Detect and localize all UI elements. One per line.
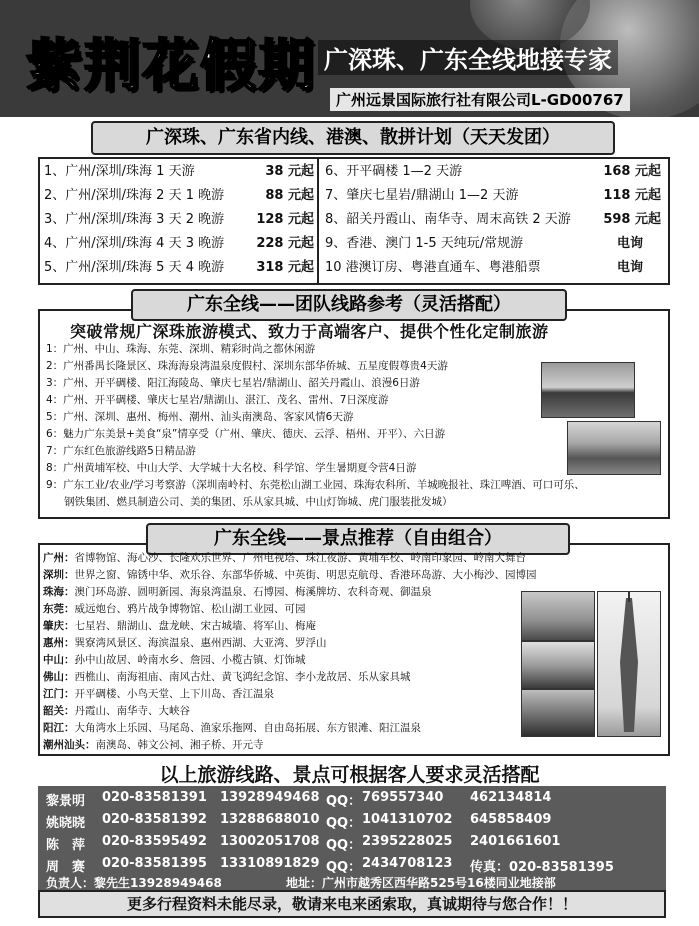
tour-row: [325, 233, 661, 255]
slogan: 广深珠、广东全线地接专家: [318, 40, 618, 75]
qq-label: QQ：: [326, 816, 362, 831]
group-route-item: 6：魅力广东美景+美食“泉”情享受（广州、肇庆、德庆、云浮、梧州、开平）、六日游: [46, 428, 446, 440]
section4-title: 以上旅游线路、景点可根据客人要求灵活搭配: [159, 764, 540, 786]
tour-row: [44, 161, 314, 183]
contact-qq[interactable]: 645858409: [470, 812, 552, 827]
tour-row: [44, 185, 314, 207]
contact-qq[interactable]: 769557340: [362, 790, 444, 805]
contact-panel: [38, 786, 666, 890]
mountain-photo: [521, 641, 595, 689]
tour-name: 3、广州/深圳/珠海 3 天 2 晚游: [44, 212, 225, 227]
group-route-item: 2：广州番禺长隆景区、珠海海泉湾温泉度假村、深圳东部华侨城、五星度假尊贵4天游: [46, 360, 448, 372]
office-address: 地址：广州市越秀区西华路525号16楼同业地接部: [286, 876, 556, 890]
attraction-row: [43, 635, 327, 651]
qq-label: QQ：: [326, 794, 362, 809]
brand-title: 紫荆花假期: [26, 34, 316, 99]
section2-title: 广东全线——团队线路参考（灵活搭配）: [131, 289, 567, 321]
manager-contact: 负责人：黎先生13928949468: [46, 876, 222, 890]
tour-price: 228 元起: [256, 236, 314, 251]
attraction-list: 世界之窗、锦锈中华、欢乐谷、东部华侨城、中英街、明思克航母、香港环岛游、大小梅沙、园博园: [74, 569, 537, 581]
attraction-row: [43, 584, 432, 600]
qq-label: QQ：: [326, 860, 362, 875]
harbor-photo: [541, 362, 635, 418]
group-route-item: 5：广州、深圳、惠州、梅州、潮州、汕头南澳岛、客家风情6天游: [46, 411, 354, 423]
attraction-list: 澳门环岛游、圆明新园、海泉湾温泉、石博园、梅溪牌坊、农科奇观、御温泉: [74, 586, 432, 598]
group-route-item: 3：广州、开平碉楼、阳江海陵岛、肇庆七星岩/鼎湖山、韶关丹霞山、浪漫6日游: [46, 377, 420, 389]
tour-name: 4、广州/深圳/珠海 4 天 3 晚游: [44, 236, 225, 251]
fax-number[interactable]: 传真：020-83581395: [470, 860, 614, 875]
city-label: 深圳：: [43, 569, 75, 581]
contact-name: 陈 萍: [46, 838, 86, 853]
tour-price: 118 元起: [603, 188, 661, 203]
city-label: 潮州汕头：: [43, 739, 96, 751]
company-name: 广州远景国际旅行社有限公司L-GD00767: [330, 88, 630, 111]
tour-row: [44, 257, 314, 279]
qq-label: QQ：: [326, 838, 362, 853]
contact-mobile[interactable]: 13288688010: [220, 812, 320, 827]
group-route-item: 钢铁集团、燃具制造公司、美的集团、乐从家具城、中山灯饰城、虎门服装批发城）: [64, 496, 453, 508]
contact-name: 周 赛: [46, 860, 86, 875]
attraction-row: [43, 550, 526, 566]
section1-title: 广深珠、广东省内线、港澳、散拼计划（天天发团）: [91, 121, 615, 155]
contact-phone[interactable]: 020-83581391: [102, 790, 207, 805]
attraction-list: 孙中山故居、岭南水乡、詹园、小榄古镇、灯饰城: [74, 654, 306, 666]
footer-banner: 更多行程资料未能尽录，敬请来电来函索取，真诚期待与您合作！！: [38, 890, 666, 918]
city-label: 佛山：: [43, 671, 75, 683]
attraction-list: 丹霞山、南华寺、大峡谷: [74, 705, 190, 717]
city-label: 珠海：: [43, 586, 75, 598]
tour-row: [325, 209, 661, 231]
contact-phone[interactable]: 020-83595492: [102, 834, 207, 849]
tour-price: 598 元起: [603, 212, 661, 227]
tour-row: [325, 161, 661, 183]
attraction-list: 南澳岛、韩文公祠、湘子桥、开元寺: [95, 739, 264, 751]
contact-mobile[interactable]: 13310891829: [220, 856, 320, 871]
group-route-item: 1：广州、中山、珠海、东莞、深圳、精彩时尚之都休闲游: [46, 343, 316, 355]
city-label: 中山：: [43, 654, 75, 666]
group-route-item: 8：广州黄埔军校、中山大学、大学城十大名校、科学馆、学生暑期夏令营4日游: [46, 462, 417, 474]
tour-price: 168 元起: [603, 164, 661, 179]
tour-price: 128 元起: [256, 212, 314, 227]
attraction-row: [43, 720, 421, 736]
attraction-row: [43, 567, 537, 583]
group-route-item: 9：广东工业/农业/学习考察游（深圳南岭村、东莞松山湖工业园、珠海农科所、羊城晚报社、珠江啤酒、可口可乐、: [46, 479, 585, 491]
landmark-photo: [521, 591, 595, 641]
attraction-list: 西樵山、南海祖庙、南风古灶、黄飞鸿纪念馆、李小龙故居、乐从家具城: [74, 671, 411, 683]
contact-phone[interactable]: 020-83581392: [102, 812, 207, 827]
city-label: 惠州：: [43, 637, 75, 649]
section3-title: 广东全线——景点推荐（自由组合）: [146, 523, 570, 555]
group-route-item: 7：广东红色旅游线路5日精品游: [46, 445, 196, 457]
tour-name: 5、广州/深圳/珠海 5 天 4 晚游: [44, 260, 225, 275]
canyon-photo: [521, 689, 595, 737]
contact-mobile[interactable]: 13928949468: [220, 790, 320, 805]
attraction-list: 巽寮湾风景区、海滨温泉、惠州西湖、大亚湾、罗浮山: [74, 637, 327, 649]
attraction-row: [43, 601, 306, 617]
tv-tower-photo: [597, 591, 661, 737]
attraction-row: [43, 686, 274, 702]
contact-phone[interactable]: 020-83581395: [102, 856, 207, 871]
tour-name: 2、广州/深圳/珠海 2 天 1 晚游: [44, 188, 225, 203]
contact-qq[interactable]: 2434708123: [362, 856, 453, 871]
scheduled-tours-box: [38, 157, 670, 285]
city-label: 韶关：: [43, 705, 75, 717]
castle-photo: [567, 421, 661, 475]
attraction-row: [43, 652, 306, 668]
attraction-list: 大角湾水上乐园、马尾岛、渔家乐拖网、自由岛拓展、东方银滩、阳江温泉: [74, 722, 421, 734]
attraction-list: 七星岩、鼎湖山、盘龙峡、宋古城墙、将军山、梅庵: [74, 620, 316, 632]
attraction-row: [43, 669, 411, 685]
tour-price: 38 元起: [265, 164, 314, 179]
tour-row: [325, 257, 661, 279]
city-label: 广州：: [43, 552, 75, 564]
contact-mobile[interactable]: 13002051708: [220, 834, 320, 849]
tour-row: [44, 233, 314, 255]
column-divider: [317, 159, 319, 283]
tour-name: 8、韶关丹霞山、南华寺、周末高铁 2 天游: [325, 212, 571, 227]
contact-name: 黎景明: [46, 794, 86, 809]
contact-name: 姚晓晓: [46, 816, 86, 831]
tour-name: 1、广州/深圳/珠海 1 天游: [44, 164, 195, 179]
tour-name: 7、肇庆七星岩/鼎湖山 1—2 天游: [325, 188, 519, 203]
tour-price: 318 元起: [256, 260, 314, 275]
attraction-row: [43, 703, 190, 719]
contact-qq[interactable]: 2395228025: [362, 834, 453, 849]
city-label: 江门：: [43, 688, 75, 700]
city-label: 东莞：: [43, 603, 75, 615]
attraction-row: [43, 618, 316, 634]
tour-name: 6、开平碉楼 1—2 天游: [325, 164, 463, 179]
tour-price: 电询: [616, 260, 643, 275]
city-label: 肇庆：: [43, 620, 75, 632]
contact-qq[interactable]: 462134814: [470, 790, 552, 805]
tour-row: [325, 185, 661, 207]
attraction-list: 威远炮台、鸦片战争博物馆、松山湖工业园、可园: [74, 603, 306, 615]
group-route-item: 4：广州、开平碉楼、肇庆七星岩/鼎湖山、湛江、茂名、雷州、7日深度游: [46, 394, 389, 406]
attraction-list: 省博物馆、海心沙、长隆欢乐世界、广州电视塔、珠江夜游、黄埔军校、岭南印象园、岭南大舞台: [74, 552, 526, 564]
tour-price: 88 元起: [265, 188, 314, 203]
attraction-list: 开平碉楼、小鸟天堂、上下川岛、香江温泉: [74, 688, 274, 700]
contact-qq[interactable]: 1041310702: [362, 812, 453, 827]
section2-subtitle: 突破常规广深珠旅游模式、致力于高端客户、提供个性化定制旅游: [70, 322, 549, 341]
attraction-row: [43, 737, 264, 753]
tour-name: 9、香港、澳门 1-5 天纯玩/常规游: [325, 236, 524, 251]
tour-price: 电询: [616, 236, 643, 251]
tour-name: 10 港澳订房、粤港直通车、粤港船票: [325, 260, 541, 275]
contact-qq[interactable]: 2401661601: [470, 834, 561, 849]
city-label: 阳江：: [43, 722, 75, 734]
tour-row: [44, 209, 314, 231]
tower-icon: [598, 592, 660, 736]
